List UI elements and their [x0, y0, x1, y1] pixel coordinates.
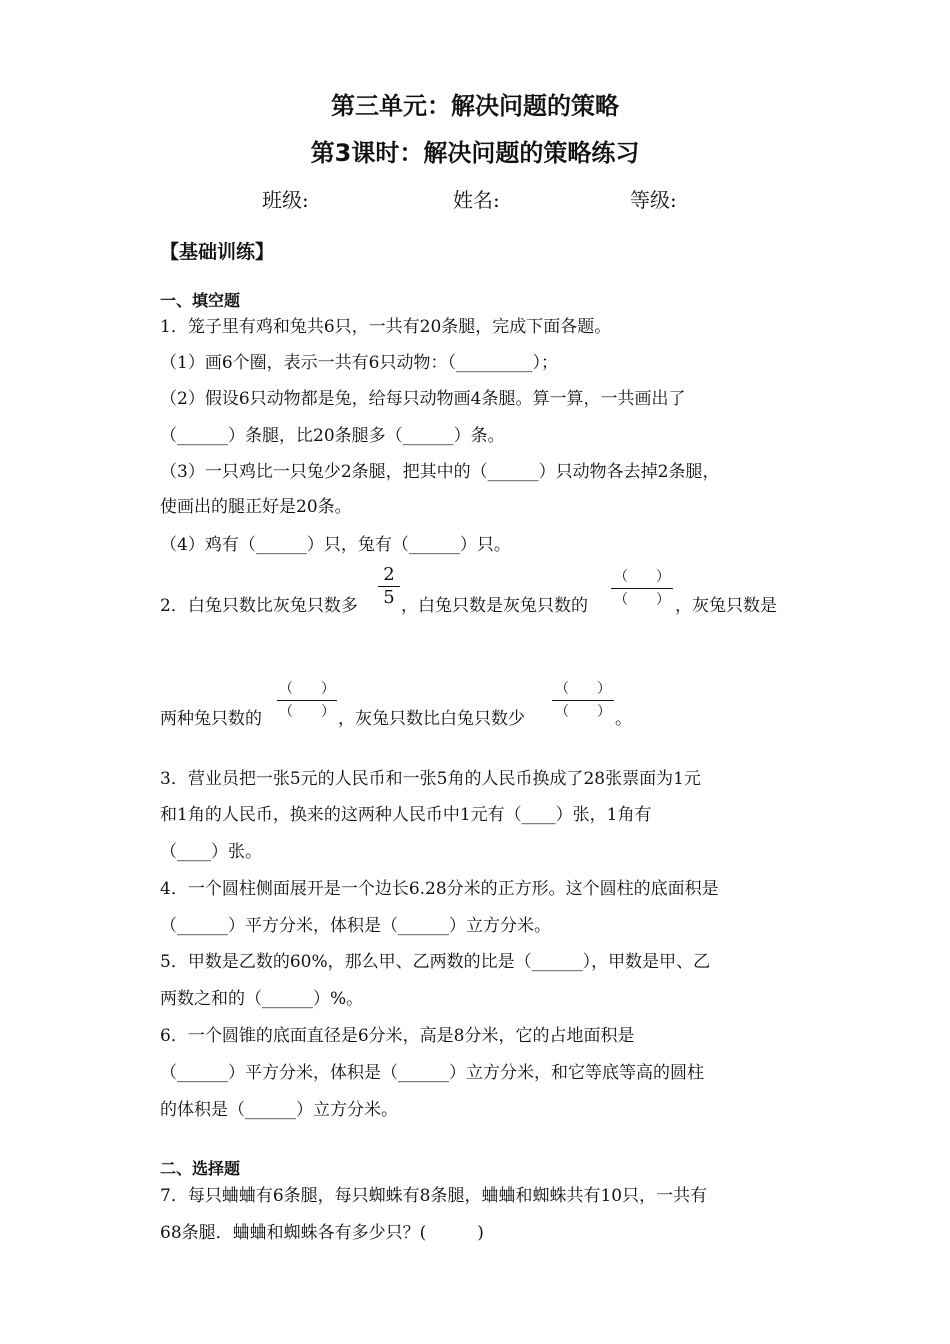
question-1-2-cont: （______）条腿，比20条腿多（______）条。 [160, 426, 505, 446]
question-1-4: （4）鸡有（______）只，兔有（______）只。 [160, 535, 511, 555]
section-basic-training: 【基础训练】 [160, 241, 275, 263]
question-4-cont: （______）平方分米，体积是（______）立方分米。 [160, 916, 551, 936]
question-1-2: （2）假设6只动物都是兔，给每只动物画4条腿。算一算，一共画出了 [160, 389, 686, 409]
question-1-1: （1）画6个圈，表示一共有6只动物：（_________）； [160, 353, 558, 373]
question-6-cont: （______）平方分米，体积是（______）立方分米，和它等底等高的圆柱 [160, 1063, 704, 1083]
question-5-cont: 两数之和的（______）%。 [160, 989, 364, 1009]
question-3-cont: 和1角的人民币，换来的这两种人民币中1元有（____）张，1角有 [160, 805, 652, 825]
question-6-cont-2: 的体积是（______）立方分米。 [160, 1100, 398, 1120]
question-4: 4．一个圆柱侧面展开是一个边长6.28分米的正方形。这个圆柱的底面积是 [160, 879, 719, 899]
fraction-blank-3: （ ） （ ） [552, 679, 614, 722]
question-7-cont: 68条腿．蛐蛐和蜘蛛各有多少只？( ) [160, 1223, 484, 1243]
question-2-text-d: 两种兔只数的 [160, 709, 262, 729]
question-1-3: （3）一只鸡比一只兔少2条腿，把其中的（______）只动物各去掉2条腿， [160, 462, 720, 482]
question-2-text-c: ，灰兔只数是 [675, 596, 777, 616]
class-label: 班级: [262, 188, 309, 212]
question-1: 1．笼子里有鸡和兔共6只，一共有20条腿，完成下面各题。 [160, 317, 612, 337]
question-2-text-b: ，白兔只数是灰兔只数的 [401, 596, 588, 616]
question-2-text-a: 2．白兔只数比灰兔只数多 [160, 596, 358, 616]
choice-heading: 二、选择题 [160, 1159, 241, 1178]
fraction-blank-1: （ ） （ ） [611, 567, 673, 610]
grade-label: 等级: [630, 188, 677, 212]
question-3: 3．营业员把一张5元的人民币和一张5角的人民币换成了28张票面为1元 [160, 769, 701, 789]
question-6: 6．一个圆锥的底面直径是6分米，高是8分米，它的占地面积是 [160, 1026, 635, 1046]
lesson-title: 第3课时：解决问题的策略练习 [310, 139, 640, 167]
name-label: 姓名: [453, 188, 500, 212]
question-7: 7．每只蛐蛐有6条腿，每只蜘蛛有8条腿，蛐蛐和蜘蛛共有10只，一共有 [160, 1186, 708, 1206]
fraction-two-fifths: 2 5 [378, 565, 400, 608]
question-3-cont-2: （____）张。 [160, 842, 262, 862]
question-1-3-cont: 使画出的腿正好是20条。 [160, 497, 352, 517]
question-2-text-e: ，灰兔只数比白兔只数少 [338, 709, 525, 729]
question-5: 5．甲数是乙数的60%，那么甲、乙两数的比是（______），甲数是甲、乙 [160, 952, 711, 972]
fraction-blank-2: （ ） （ ） [279, 681, 335, 720]
fill-blank-heading: 一、填空题 [160, 291, 241, 310]
page-title: 第三单元：解决问题的策略 [331, 92, 619, 120]
question-2-text-f: 。 [615, 709, 632, 729]
